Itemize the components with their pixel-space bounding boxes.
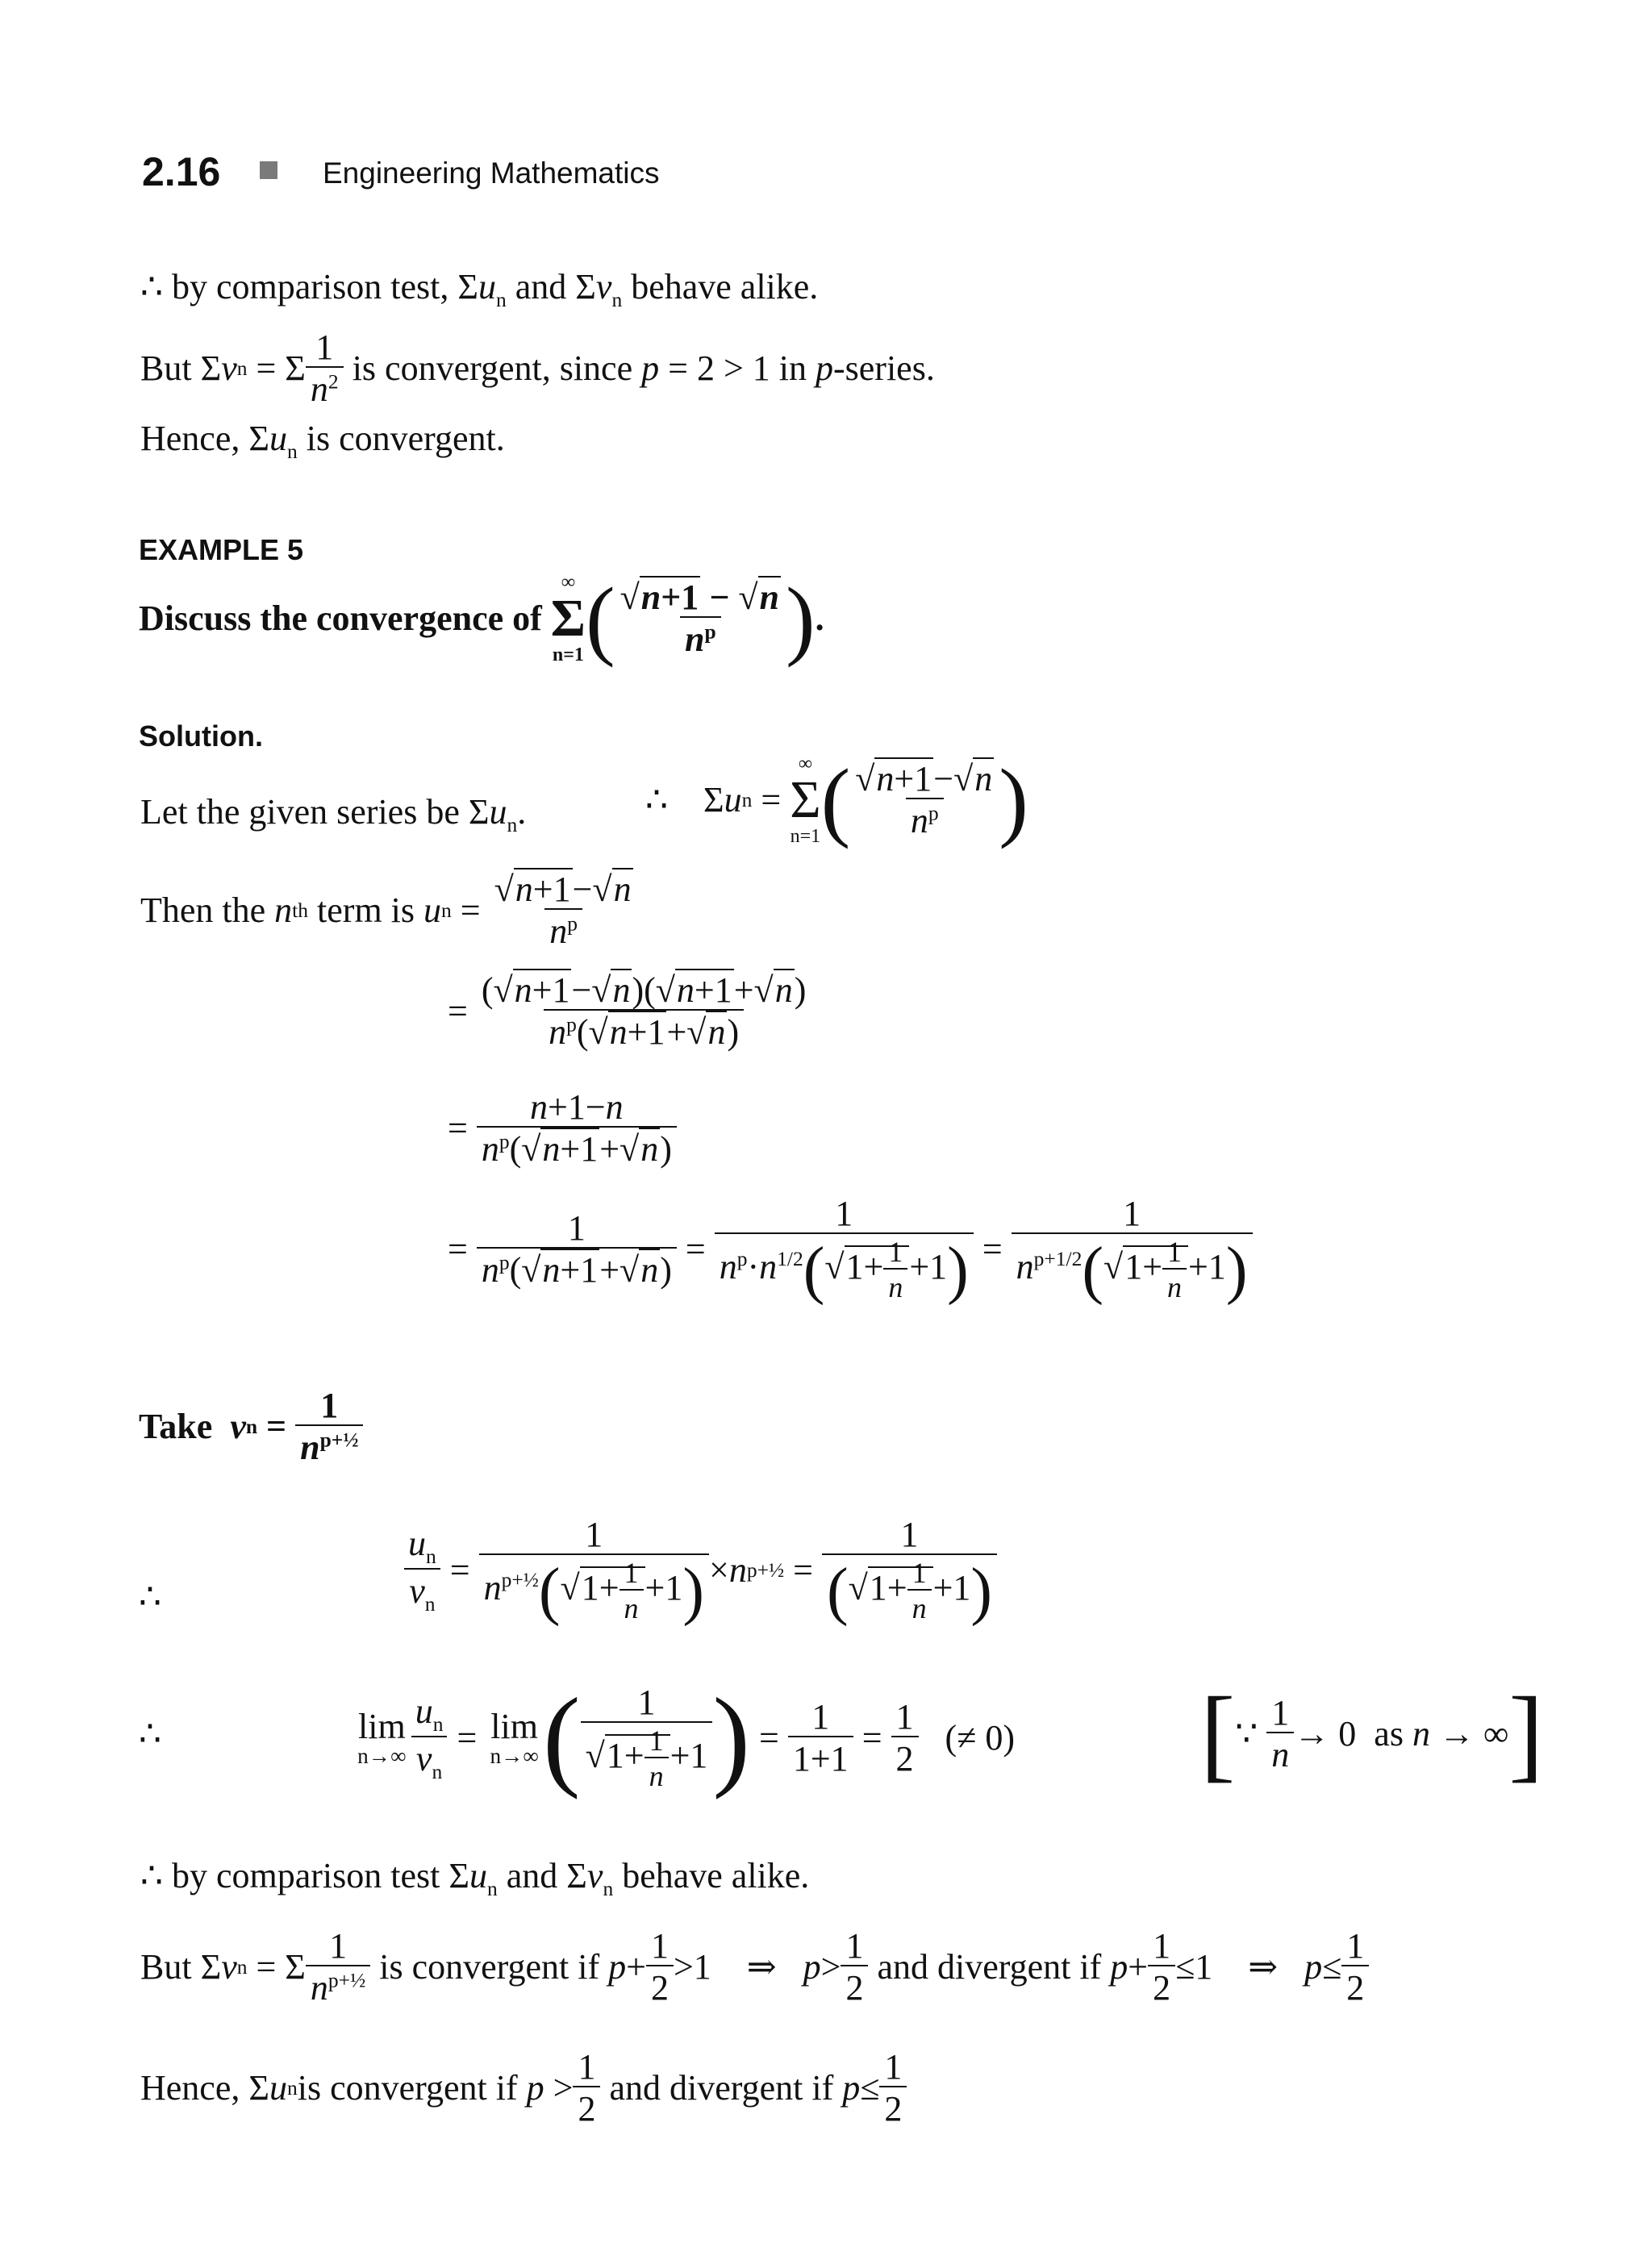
take-text: Take <box>139 1407 213 1447</box>
intro-line-2: But Σ v n = Σ $\frac{1}{n^2}$ is convergent, since p = 2 > 1 in p -series. <box>140 327 935 410</box>
solution-heading: Solution. <box>139 719 263 753</box>
and-divergent-if: and divergent if <box>877 1947 1102 1987</box>
limit-note: [ ∵ $\frac{1}{n}$ → 0 as n → ∞ ] <box>1200 1676 1544 1792</box>
intro-line-3: Hence, $\Sigma u_n$ is convergent. <box>140 419 505 463</box>
limit-result: (≠ 0) <box>945 1718 1015 1758</box>
hence-line: Hence, Σ u n is convergent if p > $\frac{1}{2}$ and divergent if p ≤ $\frac{1}{2}$ <box>140 2049 907 2128</box>
but-line: But Σ v n = Σ $\frac{1}{n^{p+\frac{1}{2}}}$ is convergent if p + $\frac{1}{2}$ >1 ⇒ p > $\frac{1}{2}$ and divergent if p + $\frac{1}{2}$ ≤1 ⇒ p ≤ $\frac{1}{2}$ <box>140 1928 1369 2007</box>
intro-line-1: ∴ by comparison test, $\Sigma u_n$ and $\Sigma v_n$ behave alike. <box>140 267 819 311</box>
example-heading: EXAMPLE 5 <box>139 533 304 566</box>
question-text: Discuss the convergence of <box>139 598 542 638</box>
therefore-2: ∴ <box>139 1714 161 1754</box>
intro-but: But <box>140 348 192 389</box>
comparison-line: ∴ by comparison test $\Sigma u_n$ and $\Sigma v_n$ behave alike. <box>140 1856 810 1900</box>
series-definition: ∴ Σ u n = ∞ Σ n=1 ( $\frac{√n+1-√n}{n^p}$ ) <box>645 751 1028 849</box>
therefore-1: ∴ <box>139 1577 161 1616</box>
take-vn: Take v n = $\frac{1}{n^{p+\frac{1}{2}}}$ <box>139 1387 363 1466</box>
step-2: = $\frac{(√n+1-√n)(√n+1+√n)}{n^p(√n+1+√n)}$ <box>448 970 807 1053</box>
header-square-icon <box>260 161 277 179</box>
page-number: 2.16 <box>142 149 221 194</box>
limit-step: lim n→∞ $\frac{u_n}{v_n}$ = lim n→∞ ( 1 √1+ $\frac{1}{n}$ +1 ) = $\frac{1}{1+1}$ = $\frac{1}{2}$ (≠ 0) <box>357 1675 1015 1800</box>
convergent-if: is convergent if <box>379 1947 600 1987</box>
book-title: Engineering Mathematics <box>323 156 660 190</box>
ratio-step: $\frac{u_n}{v_n}$ = 1 $n^{p+\frac{1}{2}}(√1+$ $\frac{1}{n}$ +1) × n p+½ = 1 (√1+ $\frac{1}{n}$ +1) <box>403 1516 997 1624</box>
nth-term-line: Then the n th term is u n = $\frac{√n+1-√n}{n^p}$ <box>140 869 632 952</box>
step-4: = $\frac{1}{n^p(√n+1+√n)}$ = 1 $n^p\cdot n^{1/2}(√1+$ $\frac{1}{n}$ +1) = 1 $n^{p+1/2}(√1+$ $\frac{1}{n}$ +1) <box>448 1195 1253 1303</box>
let-line: Let the given series be $\Sigma u_n$. <box>140 792 527 836</box>
hence-mid: and divergent if <box>609 2068 834 2108</box>
example-question: Discuss the convergence of ∞ Σ n=1 ( $\frac{√n+1 - √n}{n^p}$ ) . <box>139 569 824 668</box>
but-text: But <box>140 1947 192 1987</box>
step-3: = $\frac{n+1-n}{n^p(√n+1+√n)}$ <box>448 1089 677 1168</box>
